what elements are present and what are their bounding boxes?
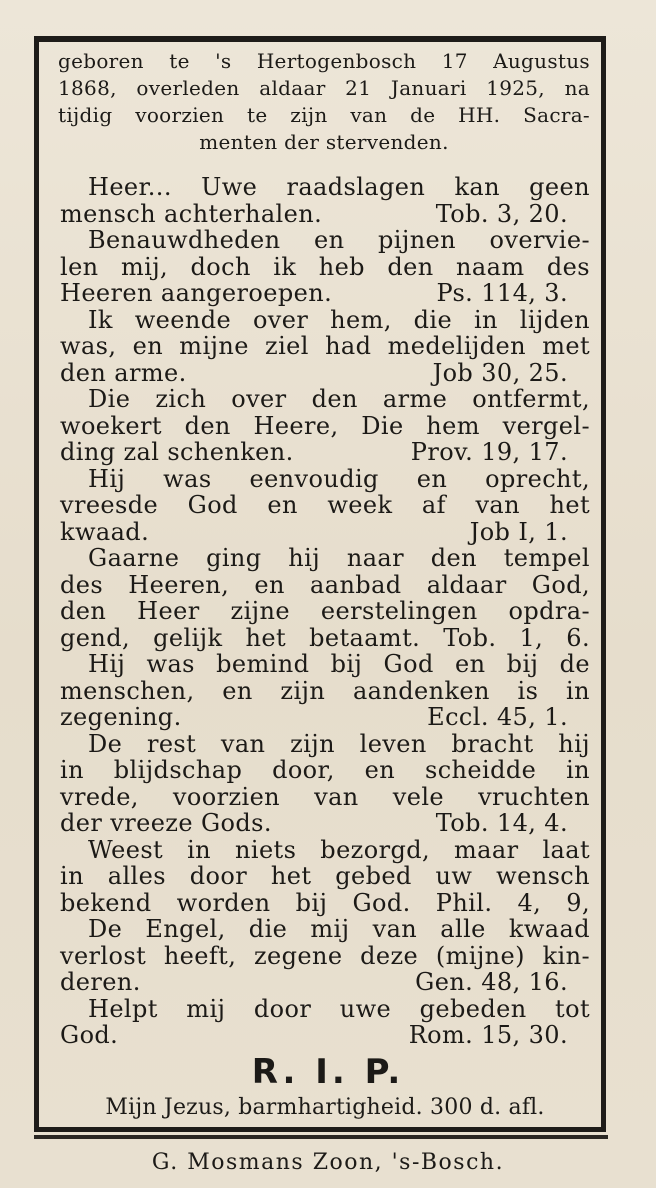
verse-line bbox=[60, 492, 590, 519]
scripture-verses bbox=[60, 174, 590, 1049]
verse-text: Gaarne ging hij naar den tempel bbox=[88, 544, 590, 572]
verse-line bbox=[60, 360, 590, 387]
verse-text: in blijdschap door, en scheidde in bbox=[60, 756, 590, 784]
verse-text: God. bbox=[60, 1021, 119, 1049]
verse-line bbox=[60, 757, 590, 784]
verse-line bbox=[60, 254, 590, 281]
verse-text: Heeren aangeroepen. bbox=[60, 279, 333, 307]
verse-line bbox=[60, 678, 590, 705]
verse-text: gend, gelijk het betaamt. Tob. 1, 6. bbox=[60, 623, 590, 652]
verse-line bbox=[60, 598, 590, 625]
verse-line bbox=[60, 996, 590, 1023]
verse-line bbox=[60, 174, 590, 201]
verse-line bbox=[60, 704, 590, 731]
verse-text: in alles door het gebed uw wensch bbox=[60, 862, 590, 890]
printer-imprint: G. Mosmans Zoon, 's-Bosch. bbox=[151, 1150, 505, 1175]
verse-text: Helpt mij door uwe gebeden tot bbox=[88, 994, 590, 1023]
indulgence-prayer: Mijn Jezus, barmhartigheid. 300 d. afl. bbox=[105, 1095, 545, 1120]
verse-line bbox=[60, 863, 590, 890]
verse-text: menschen, en zijn aandenken is in bbox=[60, 676, 590, 705]
verse-line bbox=[60, 731, 590, 758]
verse-reference: Gen. 48, 16. bbox=[415, 968, 568, 996]
verse-reference: Prov. 19, 17. bbox=[410, 438, 568, 466]
verse-text: den arme. bbox=[60, 358, 187, 387]
verse-text: Weest in niets bezorgd, maar laat bbox=[88, 835, 590, 864]
verse-text: vreesde God en week af van het bbox=[60, 491, 590, 519]
verse-text: ding zal schenken. bbox=[60, 438, 294, 466]
intro-line: tijdig voorzien te zijn van de HH. Sacra- bbox=[58, 103, 590, 127]
verse-line bbox=[60, 413, 590, 440]
verse-line bbox=[60, 969, 590, 996]
verse-text: zegening. bbox=[60, 703, 182, 731]
verse-line bbox=[60, 943, 590, 970]
verse-line bbox=[60, 307, 590, 334]
verse-text: De rest van zijn leven bracht hij bbox=[88, 729, 590, 758]
verse-text: Hij was eenvoudig en oprecht, bbox=[88, 464, 590, 493]
verse-reference: Job I, 1. bbox=[469, 517, 568, 546]
verse-line bbox=[60, 890, 590, 917]
verse-reference: Job 30, 25. bbox=[432, 358, 568, 387]
verse-text: Heer... Uwe raadslagen kan geen bbox=[88, 173, 590, 201]
verse-text: De Engel, die mij van alle kwaad bbox=[88, 915, 590, 943]
verse-text: den Heer zijne eerstelingen opdra- bbox=[60, 597, 590, 625]
verse-text: Benauwdheden en pijnen overvie- bbox=[88, 226, 590, 254]
verse-line bbox=[60, 201, 590, 228]
rip-heading: R. I. P. bbox=[251, 1052, 405, 1092]
verse-text: kwaad. bbox=[60, 517, 150, 546]
verse-reference: Rom. 15, 30. bbox=[408, 1021, 568, 1049]
verse-text: des Heeren, en aanbad aldaar God, bbox=[60, 570, 590, 599]
verse-line bbox=[60, 625, 590, 652]
verse-reference: Ps. 114, 3. bbox=[436, 279, 568, 307]
verse-line bbox=[60, 810, 590, 837]
verse-text: vrede, voorzien van vele vruchten bbox=[60, 782, 590, 811]
verse-text: Die zich over den arme ontfermt, bbox=[88, 385, 590, 413]
verse-line bbox=[60, 466, 590, 493]
verse-text: verlost heeft, zegene deze (mijne) kin- bbox=[60, 941, 590, 970]
intro-line: menten der stervenden. bbox=[199, 130, 449, 154]
verse-line bbox=[60, 916, 590, 943]
verse-text: len mij, doch ik heb den naam des bbox=[60, 252, 590, 281]
verse-line bbox=[60, 572, 590, 599]
verse-text: deren. bbox=[60, 968, 141, 996]
verse-line bbox=[60, 1022, 590, 1049]
intro-line: geboren te 's Hertogenbosch 17 Augustus bbox=[58, 49, 590, 73]
verse-line bbox=[60, 519, 590, 546]
verse-line bbox=[60, 439, 590, 466]
verse-reference: Tob. 3, 20. bbox=[435, 199, 568, 228]
verse-text: bekend worden bij God. Phil. 4, 9, bbox=[60, 888, 590, 917]
verse-line bbox=[60, 333, 590, 360]
verse-line bbox=[60, 837, 590, 864]
verse-text: der vreeze Gods. bbox=[60, 809, 272, 837]
verse-line bbox=[60, 227, 590, 254]
verse-line bbox=[60, 784, 590, 811]
verse-line bbox=[60, 386, 590, 413]
verse-text: woekert den Heere, Die hem vergel- bbox=[60, 411, 590, 440]
verse-text: Hij was bemind bij God en bij de bbox=[88, 650, 590, 678]
verse-reference: Tob. 14, 4. bbox=[435, 809, 568, 837]
biographical-intro bbox=[58, 48, 590, 156]
verse-line bbox=[60, 280, 590, 307]
intro-line: 1868, overleden aldaar 21 Januari 1925, na bbox=[58, 76, 590, 100]
verse-line bbox=[60, 651, 590, 678]
verse-text: was, en mijne ziel had medelijden met bbox=[60, 332, 590, 360]
verse-text: Ik weende over hem, die in lijden bbox=[88, 305, 590, 334]
verse-reference: Eccl. 45, 1. bbox=[427, 703, 568, 731]
bottom-rule bbox=[34, 1135, 608, 1139]
verse-text: mensch achterhalen. bbox=[60, 199, 323, 228]
verse-line bbox=[60, 545, 590, 572]
